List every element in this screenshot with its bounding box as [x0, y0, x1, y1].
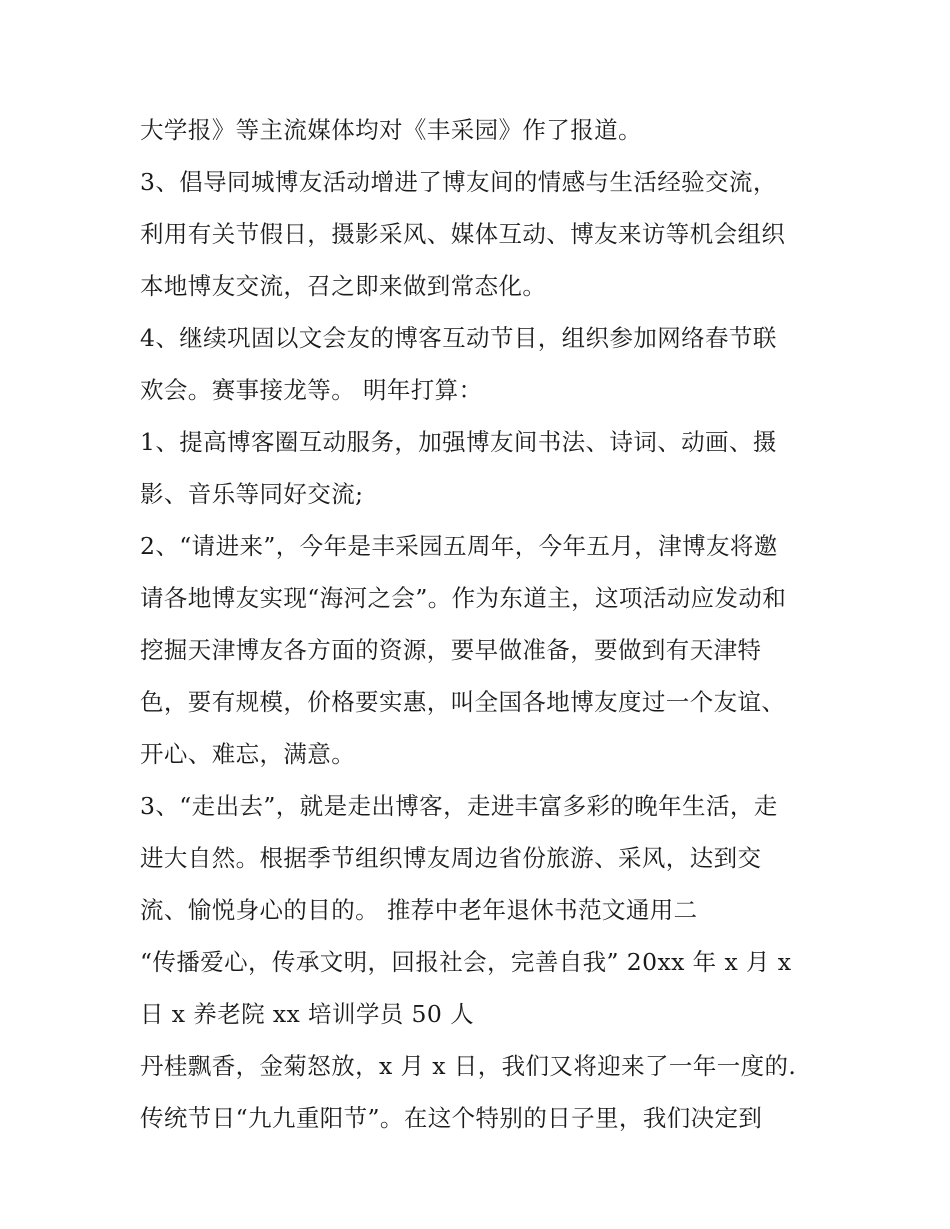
text-line: 利用有关节假日，摄影采风、媒体互动、博友来访等机会组织 — [140, 220, 786, 248]
text-line: 传统节日“九九重阳节”。在这个特别的日子里，我们决定到 — [140, 1104, 763, 1132]
text-line: 日 x 养老院 xx 培训学员 50 人 — [140, 1000, 474, 1028]
text-line: 进大自然。根据季节组织博友周边省份旅游、采风，达到交 — [140, 844, 762, 872]
text-line: 请各地博友实现“海河之会”。作为东道主，这项活动应发动和 — [140, 584, 787, 612]
body-text — [140, 104, 840, 1144]
text-line: 影、音乐等同好交流; — [140, 480, 364, 508]
text-line: 丹桂飘香，金菊怒放，x 月 x 日，我们又将迎来了一年一度的. — [140, 1052, 797, 1080]
text-line: 色，要有规模，价格要实惠，叫全国各地博友度过一个友谊、 — [140, 688, 786, 716]
text-line: 本地博友交流，召之即来做到常态化。 — [140, 272, 547, 300]
text-line: 开心、难忘，满意。 — [140, 740, 356, 768]
text-line: 挖掘天津博友各方面的资源，要早做准备，要做到有天津特 — [140, 636, 762, 664]
text-line: 流、愉悦身心的目的。 推荐中老年退休书范文通用二 — [140, 896, 698, 924]
text-line: 3、倡导同城博友活动增进了博友间的情感与生活经验交流， — [140, 168, 777, 196]
text-line: 4、继续巩固以文会友的博客互动节目，组织参加网络春节联 — [140, 324, 777, 352]
text-line: 2、“请进来”，今年是丰采园五周年，今年五月，津博友将邀 — [140, 532, 778, 560]
text-line: “传播爱心，传承文明，回报社会，完善自我” 20xx 年 x 月 x — [140, 948, 792, 976]
text-line: 欢会。赛事接龙等。 明年打算： — [140, 376, 483, 404]
text-line: 3、“走出去”，就是走出博客，走进丰富多彩的晚年生活，走 — [140, 792, 778, 820]
text-line: 1、提高博客圈互动服务，加强博友间书法、诗词、动画、摄 — [140, 428, 777, 456]
text-line: 大学报》等主流媒体均对《丰采园》作了报道。 — [140, 116, 642, 144]
